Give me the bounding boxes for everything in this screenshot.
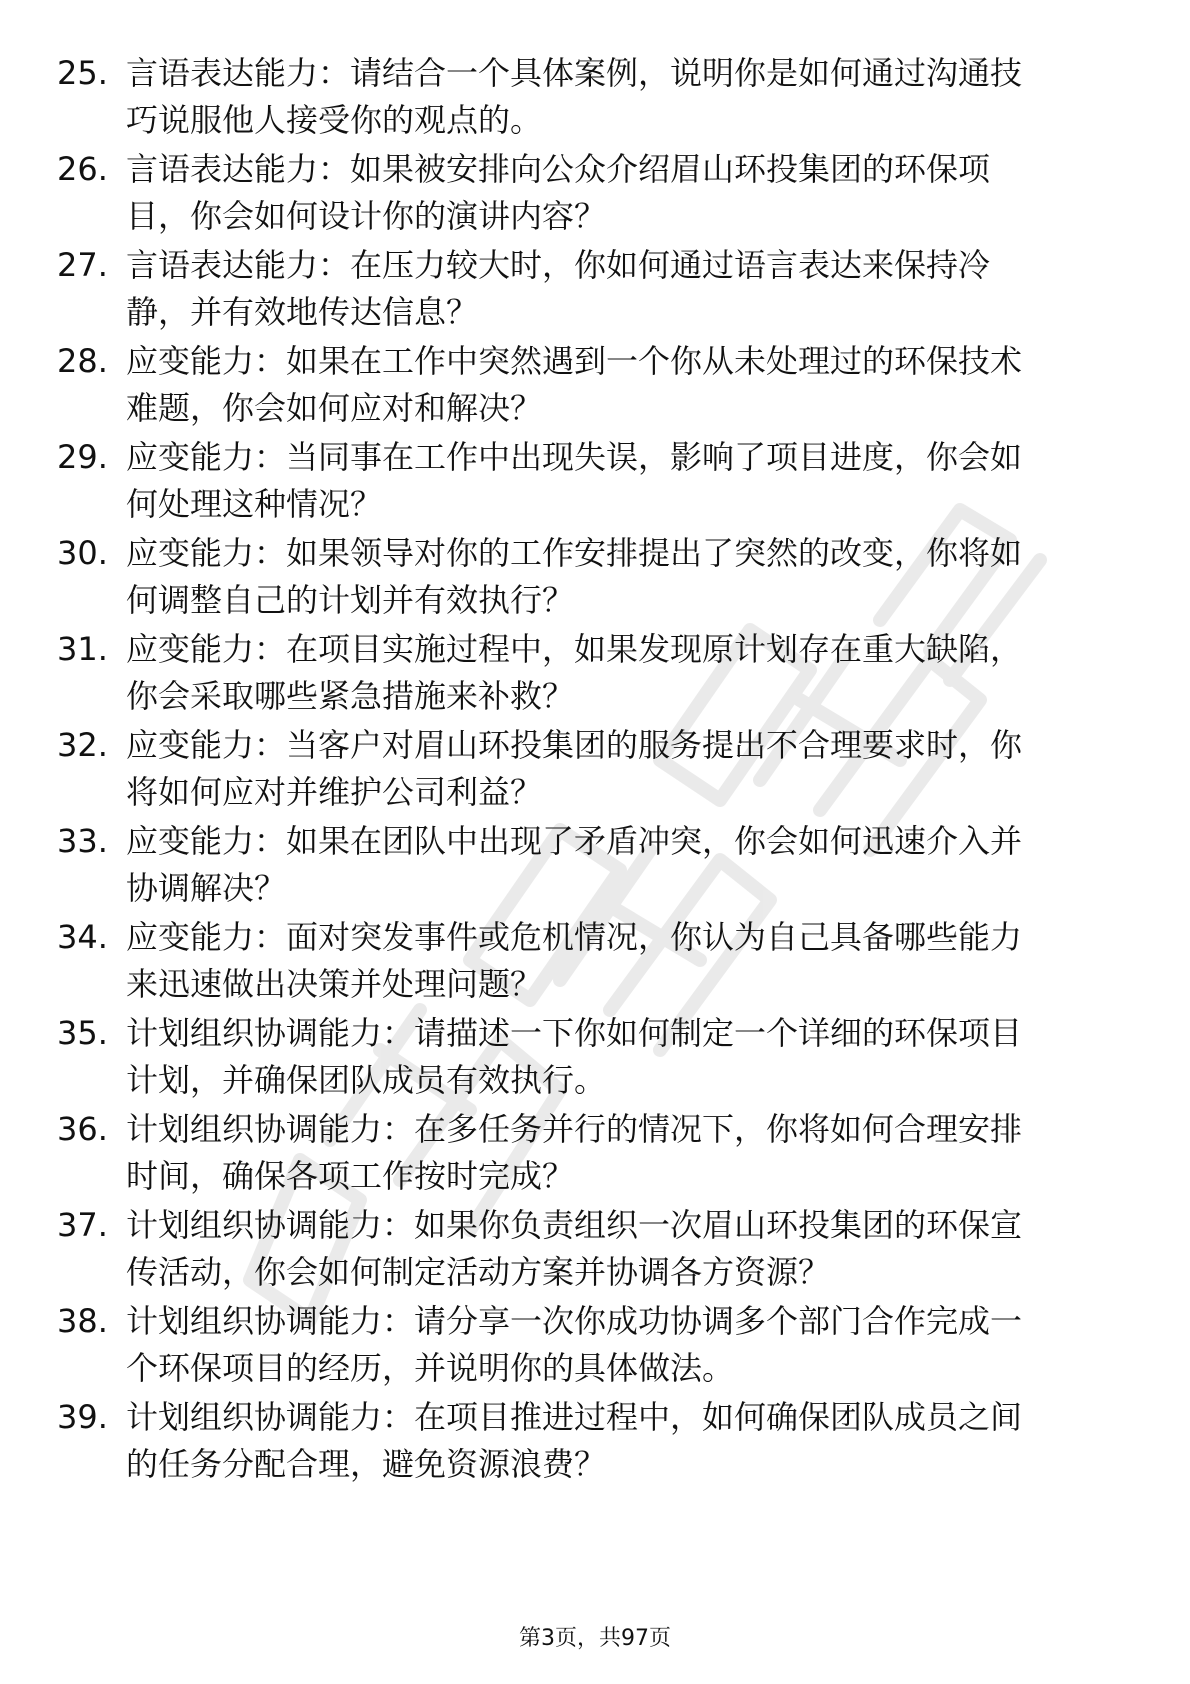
question-line: 应变能力：如果领导对你的工作安排提出了突然的改变，你将如 bbox=[126, 534, 1023, 572]
question-line: 巧说服他人接受你的观点的。 bbox=[126, 101, 543, 139]
question-line: 协调解决？ bbox=[126, 869, 287, 907]
question-line: 应变能力：面对突发事件或危机情况，你认为自己具备哪些能力 bbox=[126, 918, 1023, 956]
question-text bbox=[126, 722, 1106, 816]
question-line: 目，你会如何设计你的演讲内容？ bbox=[126, 197, 607, 235]
question-text bbox=[126, 1106, 1106, 1200]
question-line: 将如何应对并维护公司利益？ bbox=[126, 773, 543, 811]
question-line: 应变能力：当同事在工作中出现失误，影响了项目进度，你会如 bbox=[126, 438, 1023, 476]
question-text bbox=[126, 434, 1106, 528]
question-number: 36. bbox=[57, 1110, 108, 1148]
question-text bbox=[126, 626, 1106, 720]
question-line: 来迅速做出决策并处理问题？ bbox=[126, 965, 543, 1003]
question-number: 33. bbox=[57, 822, 108, 860]
question-number: 29. bbox=[57, 438, 108, 476]
question-line: 传活动，你会如何制定活动方案并协调各方资源？ bbox=[126, 1253, 831, 1291]
question-text bbox=[126, 338, 1106, 432]
question-text bbox=[126, 1394, 1106, 1488]
question-number: 27. bbox=[57, 246, 108, 284]
question-line: 的任务分配合理，避免资源浪费？ bbox=[126, 1445, 607, 1483]
question-number: 39. bbox=[57, 1398, 108, 1436]
question-number: 25. bbox=[57, 54, 108, 92]
question-line: 个环保项目的经历，并说明你的具体做法。 bbox=[126, 1349, 735, 1387]
question-text bbox=[126, 146, 1106, 240]
question-text bbox=[126, 530, 1106, 624]
question-number: 28. bbox=[57, 342, 108, 380]
question-line: 言语表达能力：在压力较大时，你如何通过语言表达来保持冷 bbox=[126, 246, 991, 284]
question-line: 言语表达能力：请结合一个具体案例，说明你是如何通过沟通技 bbox=[126, 54, 1023, 92]
question-line: 应变能力：在项目实施过程中，如果发现原计划存在重大缺陷， bbox=[126, 630, 1023, 668]
question-number: 26. bbox=[57, 150, 108, 188]
question-line: 计划组织协调能力：在项目推进过程中，如何确保团队成员之间 bbox=[126, 1398, 1023, 1436]
question-line: 何调整自己的计划并有效执行？ bbox=[126, 581, 575, 619]
question-item bbox=[0, 1394, 1190, 1514]
question-line: 计划组织协调能力：在多任务并行的情况下，你将如何合理安排 bbox=[126, 1110, 1023, 1148]
question-text bbox=[126, 1298, 1106, 1392]
question-line: 你会采取哪些紧急措施来补救？ bbox=[126, 677, 575, 715]
question-number: 35. bbox=[57, 1014, 108, 1052]
question-line: 计划组织协调能力：请分享一次你成功协调多个部门合作完成一 bbox=[126, 1302, 1023, 1340]
question-line: 计划组织协调能力：如果你负责组织一次眉山环投集团的环保宣 bbox=[126, 1206, 1023, 1244]
question-line: 应变能力：当客户对眉山环投集团的服务提出不合理要求时，你 bbox=[126, 726, 1023, 764]
question-text bbox=[126, 1010, 1106, 1104]
question-number: 32. bbox=[57, 726, 108, 764]
question-text bbox=[126, 914, 1106, 1008]
question-number: 37. bbox=[57, 1206, 108, 1244]
question-number: 31. bbox=[57, 630, 108, 668]
question-text bbox=[126, 242, 1106, 336]
question-number: 30. bbox=[57, 534, 108, 572]
question-line: 计划，并确保团队成员有效执行。 bbox=[126, 1061, 607, 1099]
question-line: 难题，你会如何应对和解决？ bbox=[126, 389, 543, 427]
question-line: 应变能力：如果在团队中出现了矛盾冲突，你会如何迅速介入并 bbox=[126, 822, 1023, 860]
question-line: 计划组织协调能力：请描述一下你如何制定一个详细的环保项目 bbox=[126, 1014, 1023, 1052]
question-number: 38. bbox=[57, 1302, 108, 1340]
page-number-footer: 第3页，共97页 bbox=[519, 1626, 671, 1651]
question-text bbox=[126, 818, 1106, 912]
question-number: 34. bbox=[57, 918, 108, 956]
question-text bbox=[126, 50, 1106, 144]
question-line: 何处理这种情况？ bbox=[126, 485, 383, 523]
question-line: 言语表达能力：如果被安排向公众介绍眉山环投集团的环保项 bbox=[126, 150, 991, 188]
question-line: 时间，确保各项工作按时完成？ bbox=[126, 1157, 575, 1195]
question-line: 应变能力：如果在工作中突然遇到一个你从未处理过的环保技术 bbox=[126, 342, 1023, 380]
question-text bbox=[126, 1202, 1106, 1296]
question-line: 静，并有效地传达信息？ bbox=[126, 293, 479, 331]
